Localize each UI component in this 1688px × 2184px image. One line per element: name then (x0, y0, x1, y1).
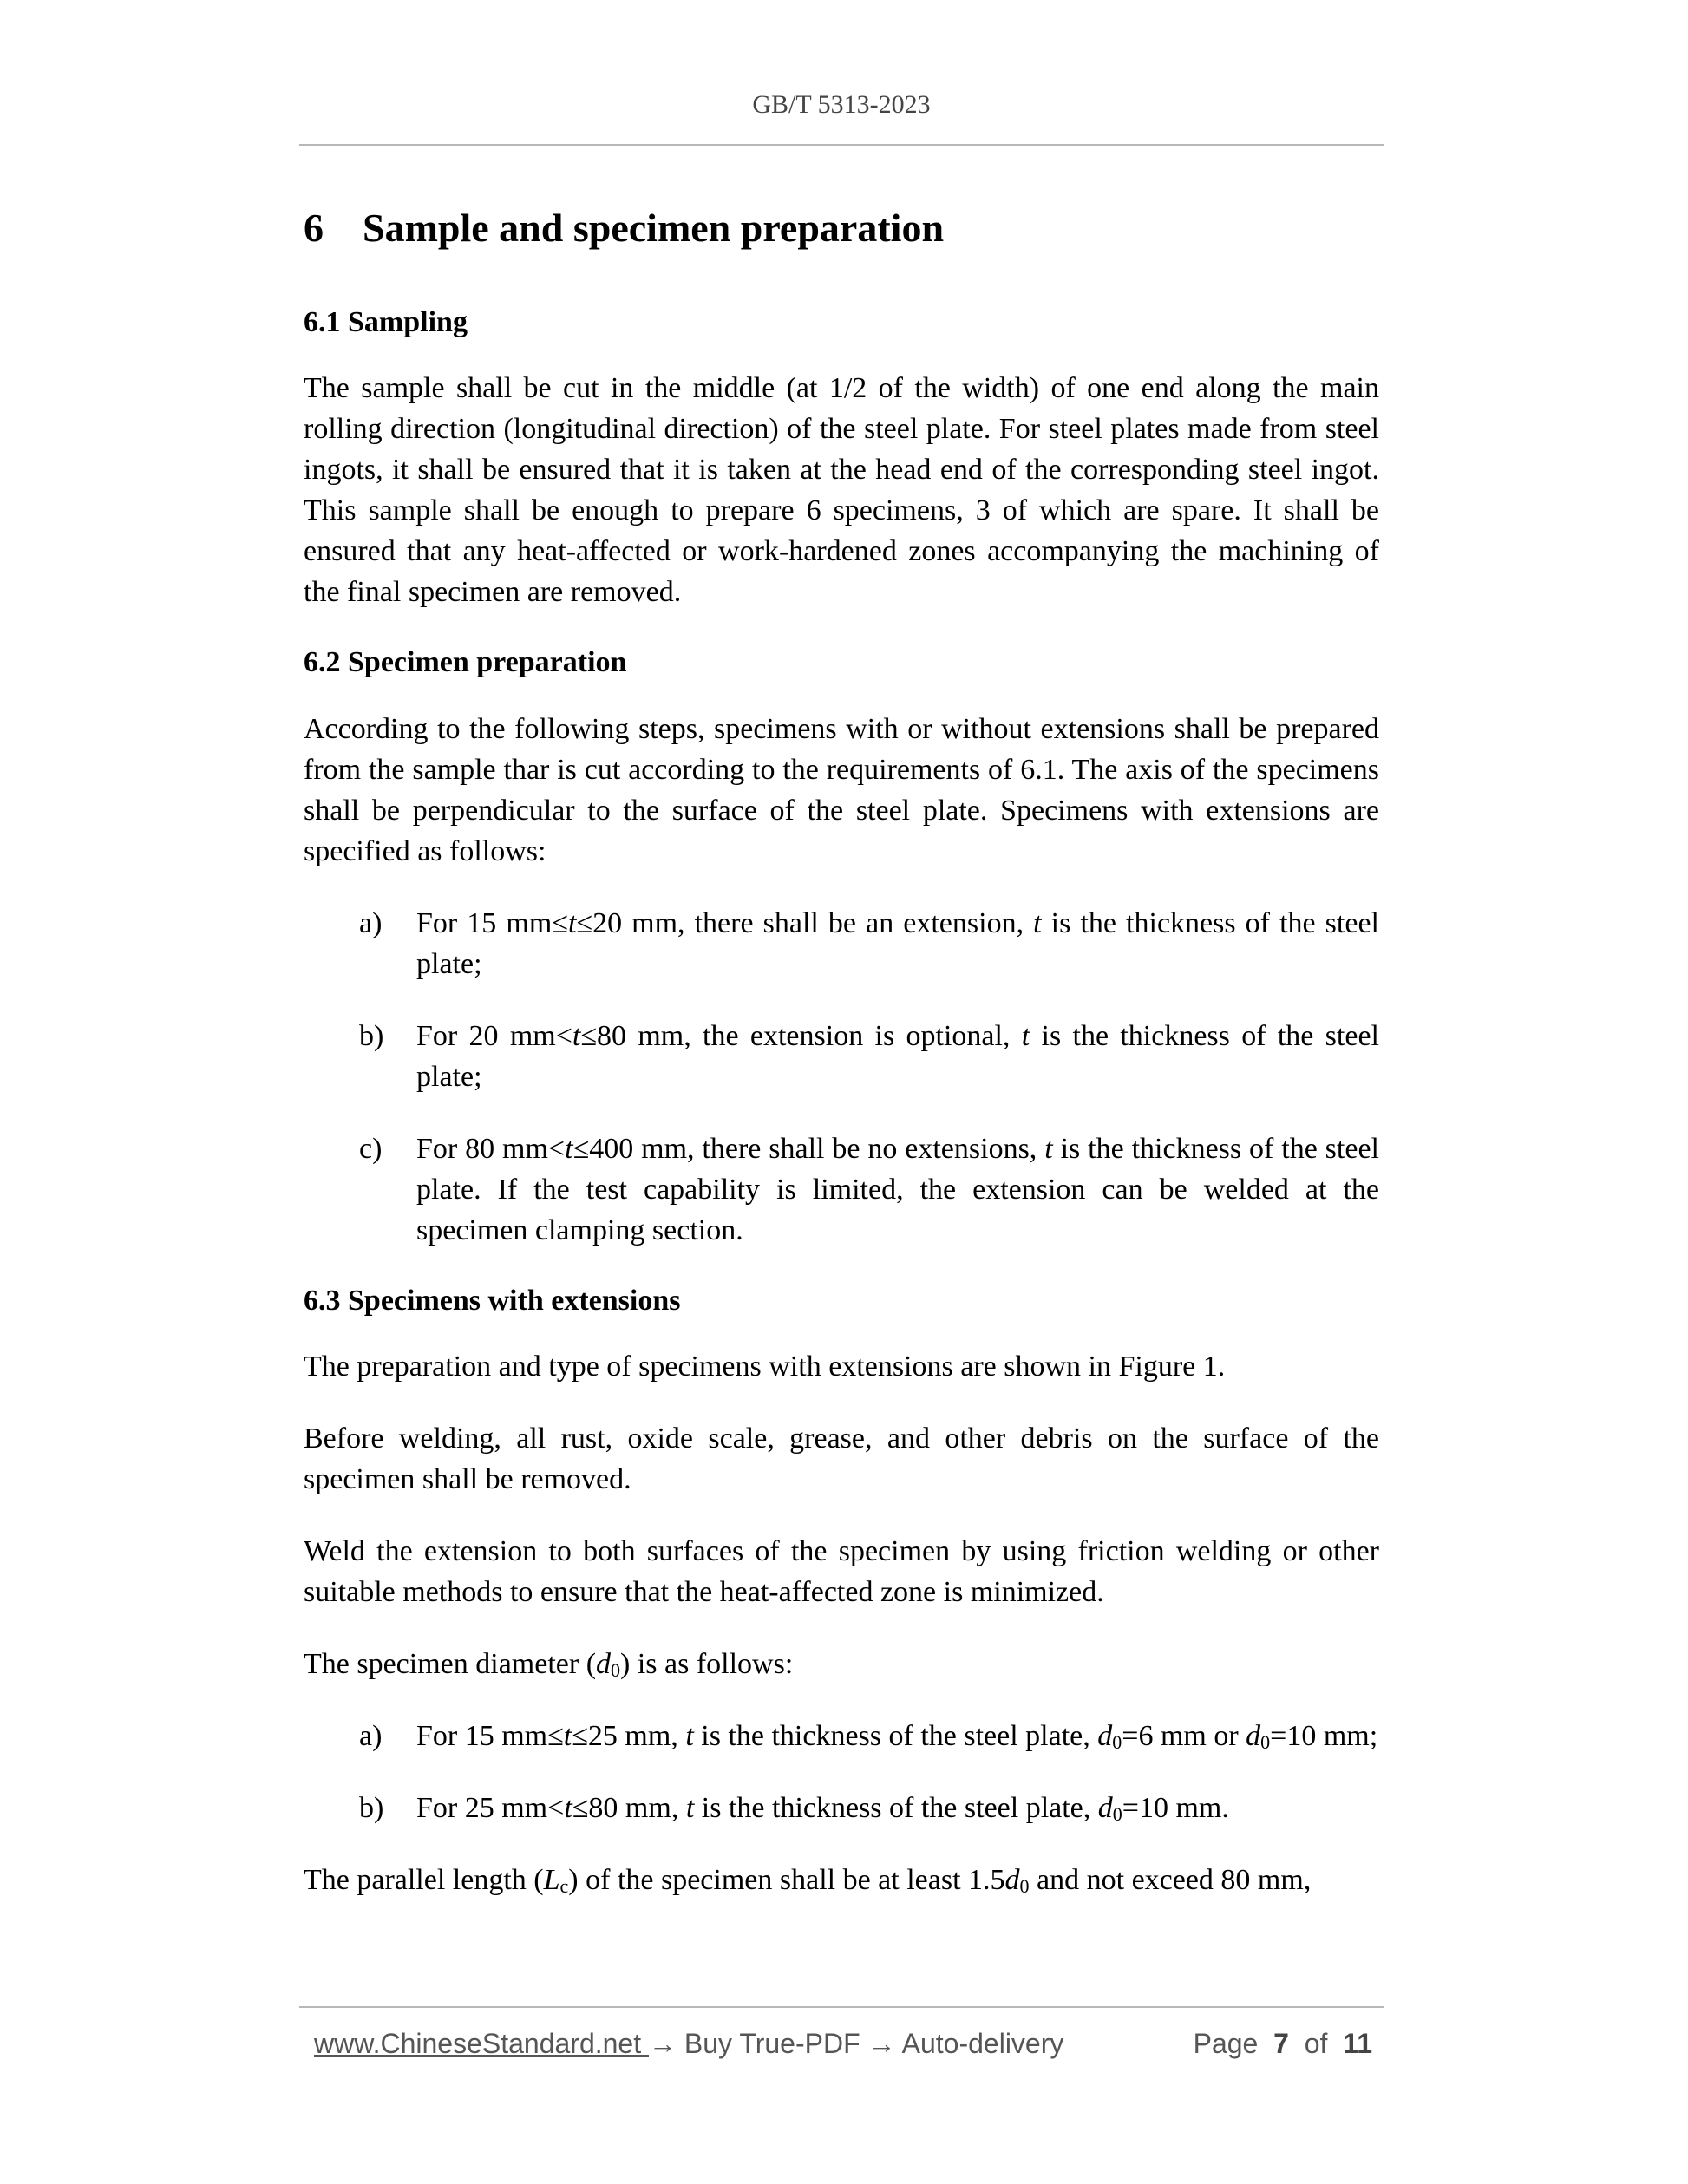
subsection-6-1-title: 6.1 Sampling (304, 306, 468, 339)
list-item-b (304, 1016, 1379, 1097)
section-heading (304, 204, 1379, 252)
list-text: For 15 mm≤t≤25 mm, t is the thickness of the steel plate, $d_0=6$ mm or $d_0=10$ mm; (416, 1719, 1378, 1753)
current-page: 7 (1273, 2028, 1289, 2059)
section-title: Sample and specimen preparation (363, 206, 945, 250)
footer-tagline: → Buy True-PDF → Auto-delivery (649, 2028, 1064, 2059)
subsection-6-1-paragraph: The sample shall be cut in the middle (at 1/2 of the width) of one end along the main rolling direction (longitudinal direction) of the steel plate. For steel plates made from steel ingots, it shall be ensured that it is taken at the head end of the corresponding steel ingot. This sample shall be enough to prepare 6 specimens, 3 of which are spare. It shall be ensured that any heat-affected or work-hardened zones accompanying the machining of the final specimen are removed. (304, 372, 1379, 609)
list-text: For 15 mm≤t≤20 mm, there shall be an extension, t is the thickness of the steel plate; (416, 906, 1379, 980)
subsection-6-2-title: 6.2 Specimen preparation (304, 646, 627, 679)
list-label: a) (359, 1719, 383, 1752)
paragraph-parallel-length: The parallel length $(L_c)$ of the specimen shall be at least $1.5d_0$ and not exceed 80 mm, (304, 1863, 1312, 1897)
list-label: b) (359, 1019, 384, 1052)
website-link[interactable]: www.ChineseStandard.net (314, 2028, 649, 2059)
page-content (304, 204, 1379, 1932)
total-pages: 11 (1343, 2028, 1372, 2059)
subsection-6-2-paragraph: According to the following steps, specimens with or without extensions shall be prepared from the sample thar is cut according to the requirements of 6.1. The axis of the specimens shall be perpendicular to the surface of the steel plate. Specimens with extensions are specified as follows: (304, 712, 1379, 867)
list-label: a) (359, 906, 383, 939)
document-header: GB/T 5313-2023 (752, 90, 931, 119)
subsection-6-3-title: 6.3 Specimens with extensions (304, 1284, 681, 1317)
footer-left (314, 2028, 1063, 2060)
list-label: c) (359, 1132, 383, 1165)
footer-rule (299, 2006, 1384, 2008)
list-item-c (304, 1128, 1379, 1251)
list-label: b) (359, 1791, 384, 1824)
list-text: For 25 mm<t≤80 mm, t is the thickness of the steel plate, $d_0=10$ mm. (416, 1791, 1229, 1825)
header-rule (299, 144, 1384, 146)
paragraph-welding: Weld the extension to both surfaces of the specimen by using friction welding or other suitable methods to ensure that the heat-affected zone is minimized. (304, 1534, 1379, 1608)
page-footer (314, 2028, 1372, 2060)
list-text: For 20 mm<t≤80 mm, the extension is optional, t is the thickness of the steel plate; (416, 1019, 1379, 1093)
list-item-a (304, 903, 1379, 984)
diameter-item-a (304, 1716, 1379, 1756)
list-text: For 80 mm<t≤400 mm, there shall be no extensions, t is the thickness of the steel plate. If the test capability is limited, the extension can be welded at the specimen clamping section. (416, 1132, 1379, 1246)
paragraph-figure-ref: The preparation and type of specimens with extensions are shown in Figure 1. (304, 1350, 1226, 1383)
page-indicator: Page 7 of 11 (1193, 2028, 1372, 2059)
section-number: 6 (304, 206, 324, 250)
paragraph-cleaning: Before welding, all rust, oxide scale, grease, and other debris on the surface of the specimen shall be removed. (304, 1422, 1379, 1495)
diameter-item-b (304, 1788, 1379, 1828)
paragraph-diameter: The specimen diameter $(d_0)$ is as follows: (304, 1647, 794, 1681)
